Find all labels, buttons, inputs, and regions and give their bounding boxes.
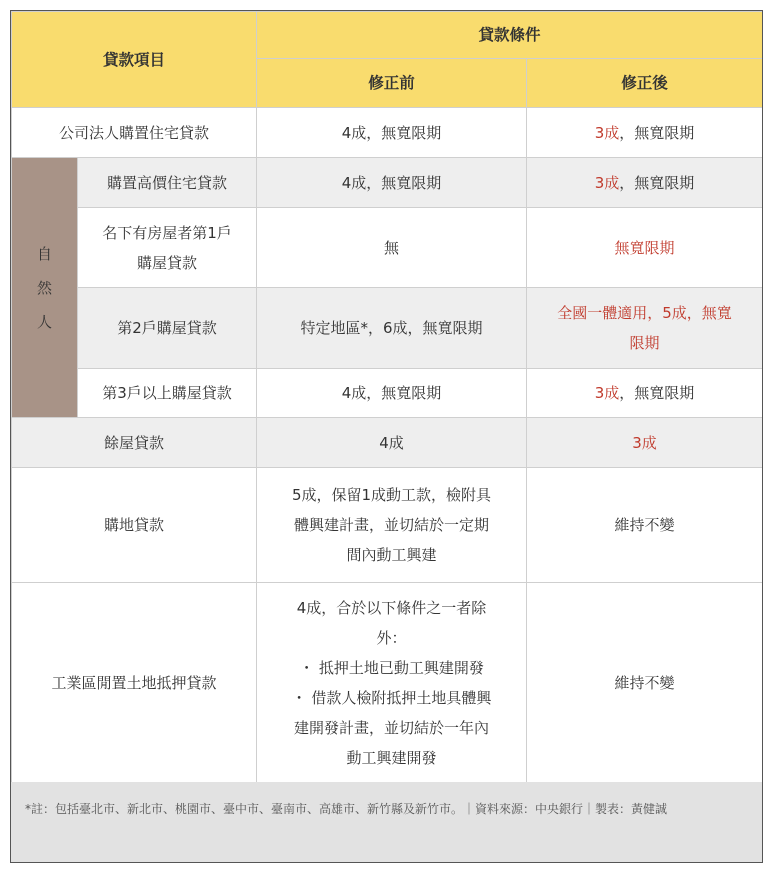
- table-row: [12, 583, 763, 783]
- table-row: [12, 369, 763, 418]
- loan-conditions-table: [11, 11, 763, 783]
- after-highlight: 無寬限期: [614, 238, 675, 257]
- header-before: 修正前: [257, 59, 527, 108]
- loan-conditions-table-container: [10, 10, 763, 863]
- row-after: [527, 418, 763, 468]
- header-after: 修正後: [527, 59, 763, 108]
- table-row: [12, 468, 763, 583]
- natural-person-side-label: 自 然 人: [12, 158, 78, 418]
- after-text: ，無寬限期: [619, 384, 695, 402]
- after-text: ，無寬限期: [619, 123, 695, 142]
- table-row: [12, 418, 763, 468]
- row-after: [527, 158, 763, 208]
- row-item: 購地貸款: [12, 468, 257, 583]
- row-before: 4成，無寬限期: [257, 158, 527, 208]
- after-text: ，無寬限期: [619, 173, 695, 192]
- after-highlight: 3成: [594, 384, 620, 402]
- row-after: [527, 108, 763, 158]
- table-row: [12, 108, 763, 158]
- row-before: 4成，無寬限期: [257, 369, 527, 418]
- after-highlight: 3成: [594, 173, 620, 192]
- row-item: 購置高價住宅貸款: [78, 158, 257, 208]
- after-highlight: 3成: [632, 433, 657, 452]
- row-after: [527, 208, 763, 288]
- footnote: *註：包括臺北市、新北市、桃園市、臺中市、臺南市、高雄市、新竹縣及新竹市。｜資料來源：中央銀行｜製表：黃健誠: [11, 782, 762, 862]
- row-after: 全國一體適用，5成，無寬 限期: [527, 288, 763, 369]
- row-item: 工業區閒置土地抵押貸款: [12, 583, 257, 783]
- row-before: 4成: [257, 418, 527, 468]
- row-item: 第2戶購屋貸款: [78, 288, 257, 369]
- row-before: 4成，無寬限期: [257, 108, 527, 158]
- row-before: 特定地區*，6成，無寬限期: [257, 288, 527, 369]
- row-after: 維持不變: [527, 468, 763, 583]
- row-item: 餘屋貸款: [12, 418, 257, 468]
- row-item: 公司法人購置住宅貸款: [12, 108, 257, 158]
- header-loan-item: 貸款項目: [12, 12, 257, 108]
- after-highlight: 3成: [594, 123, 620, 142]
- header-loan-conditions: 貸款條件: [257, 12, 763, 59]
- table-row: [12, 288, 763, 369]
- row-before: 無: [257, 208, 527, 288]
- row-before: 5成，保留1成動工款，檢附具 體興建計畫，並切結於一定期 間內動工興建: [257, 468, 527, 583]
- row-item: 名下有房屋者第1戶 購屋貸款: [78, 208, 257, 288]
- row-item: 第3戶以上購屋貸款: [78, 369, 257, 418]
- row-after: [527, 369, 763, 418]
- table-row: [12, 208, 763, 288]
- table-row: [12, 158, 763, 208]
- row-before: 4成，合於以下條件之一者除 外： ・ 抵押土地已動工興建開發 ・ 借款人檢附抵押土地具體興 建開發計畫，並切結於一年內 動工興建開發: [257, 583, 527, 783]
- row-after: 維持不變: [527, 583, 763, 783]
